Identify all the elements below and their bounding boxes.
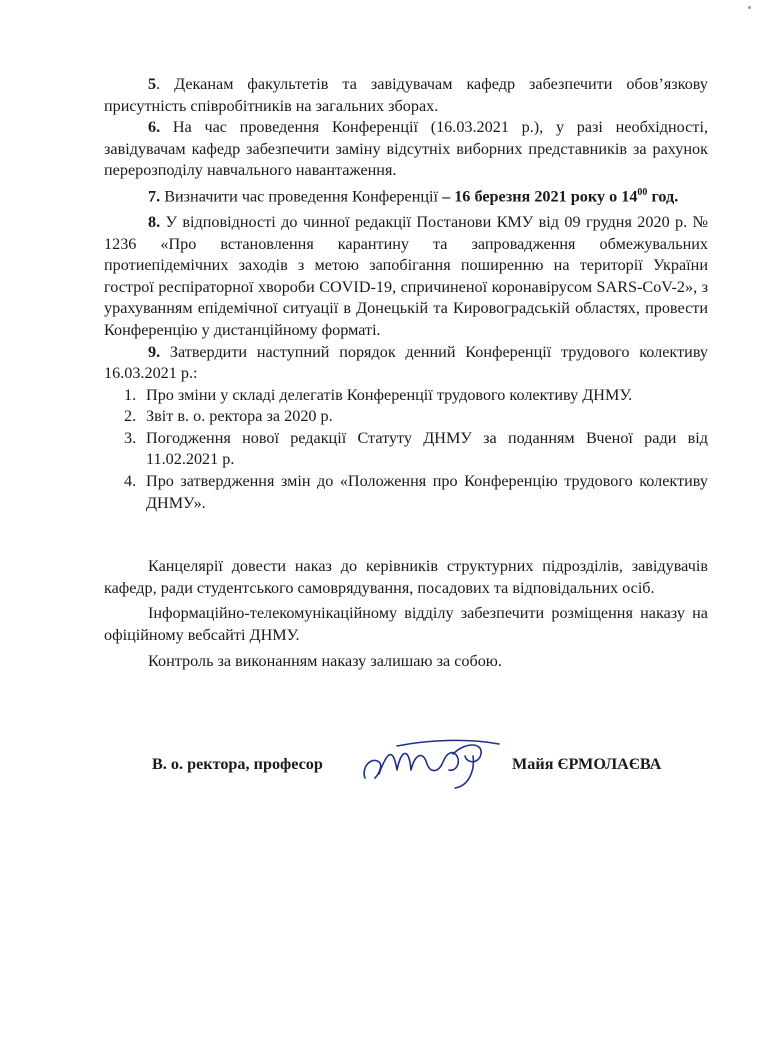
order-body [104, 74, 708, 672]
item-9-number: 9. [148, 342, 161, 361]
signatory-position: В. о. ректора, професор [152, 755, 323, 773]
item-6 [104, 117, 708, 182]
item-7-hour-suffix: год. [647, 187, 679, 206]
item-7-minutes: 00 [637, 186, 648, 198]
agenda-list [104, 385, 708, 515]
item-9 [104, 342, 708, 385]
agenda-item-text: Звіт в. о. ректора за 2020 р. [146, 407, 333, 426]
item-6-number: 6. [148, 118, 161, 137]
closing-chancellery: Канцелярії довести наказ до керівників структурних підрозділів, завідувачів кафедр, ради студентського самоврядування, посадових та відповідальних осіб. [104, 557, 708, 597]
item-8 [104, 212, 708, 342]
agenda-item [104, 428, 708, 471]
item-7-text: Визначити час проведення Конференції [160, 187, 443, 206]
agenda-item-text: Погодження нової редакції Статуту ДНМУ за поданням Вченої ради від 11.02.2021 р. [146, 428, 708, 469]
agenda-item-number: 2. [124, 407, 137, 426]
item-9-text: Затвердити наступний порядок денний Конференції трудового колективу 16.03.2021 р.: [104, 342, 708, 383]
item-7-number: 7. [148, 187, 161, 206]
item-8-number: 8. [148, 212, 161, 231]
item-5 [104, 74, 708, 117]
signature-block [152, 752, 712, 782]
agenda-item [104, 471, 708, 514]
item-7 [104, 182, 708, 208]
agenda-item [104, 385, 708, 407]
closing-it-department: Інформаційно-телекомунікаційному відділу забезпечити розміщення наказу на офіційному вебсайті ДНМУ. [104, 604, 708, 645]
item-8-text: У відповідності до чинної редакції Постанови КМУ від 09 грудня 2020 р. № 1236 «Про встановлення карантину та запровадження обмежувальних протиепідемічних заходів з метою запобігання поширенню на території України гострої респіраторної хвороби COVID-19, спричиненої коронавірусом SARS-CoV-2», з урахуванням епідемічної ситуації в Донецькій та Кировоградській областях, провести Конференцію у дистанційному форматі. [104, 212, 708, 339]
agenda-item-text: Про зміни у складі делегатів Конференції трудового колективу ДНМУ. [146, 385, 633, 404]
item-6-text: На час проведення Конференції (16.03.2021 р.), у разі необхідності, завідувачам кафедр забезпечити заміну відсутніх виборних представників за рахунок перерозподілу навчального навантаження. [104, 118, 708, 180]
handwritten-signature-icon [357, 734, 507, 790]
agenda-item-text: Про затвердження змін до «Положення про Конференцію трудового колективу ДНМУ». [146, 472, 708, 512]
agenda-item [104, 406, 708, 428]
agenda-item-number: 4. [124, 472, 137, 491]
signatory-name: Майя ЄРМОЛАЄВА [512, 755, 662, 773]
agenda-item-number: 1. [124, 385, 137, 404]
closing-control: Контроль за виконанням наказу залишаю за собою. [148, 651, 502, 670]
agenda-item-number: 3. [124, 428, 137, 447]
item-5-number: 5 [148, 75, 157, 93]
item-7-date: – 16 березня 2021 року о 14 [442, 187, 638, 206]
scan-speck [748, 6, 751, 9]
item-5-text: . Деканам факультетів та завідувачам кафедр забезпечити обов’язкову присутність співробітників на загальних зборах. [104, 75, 708, 115]
